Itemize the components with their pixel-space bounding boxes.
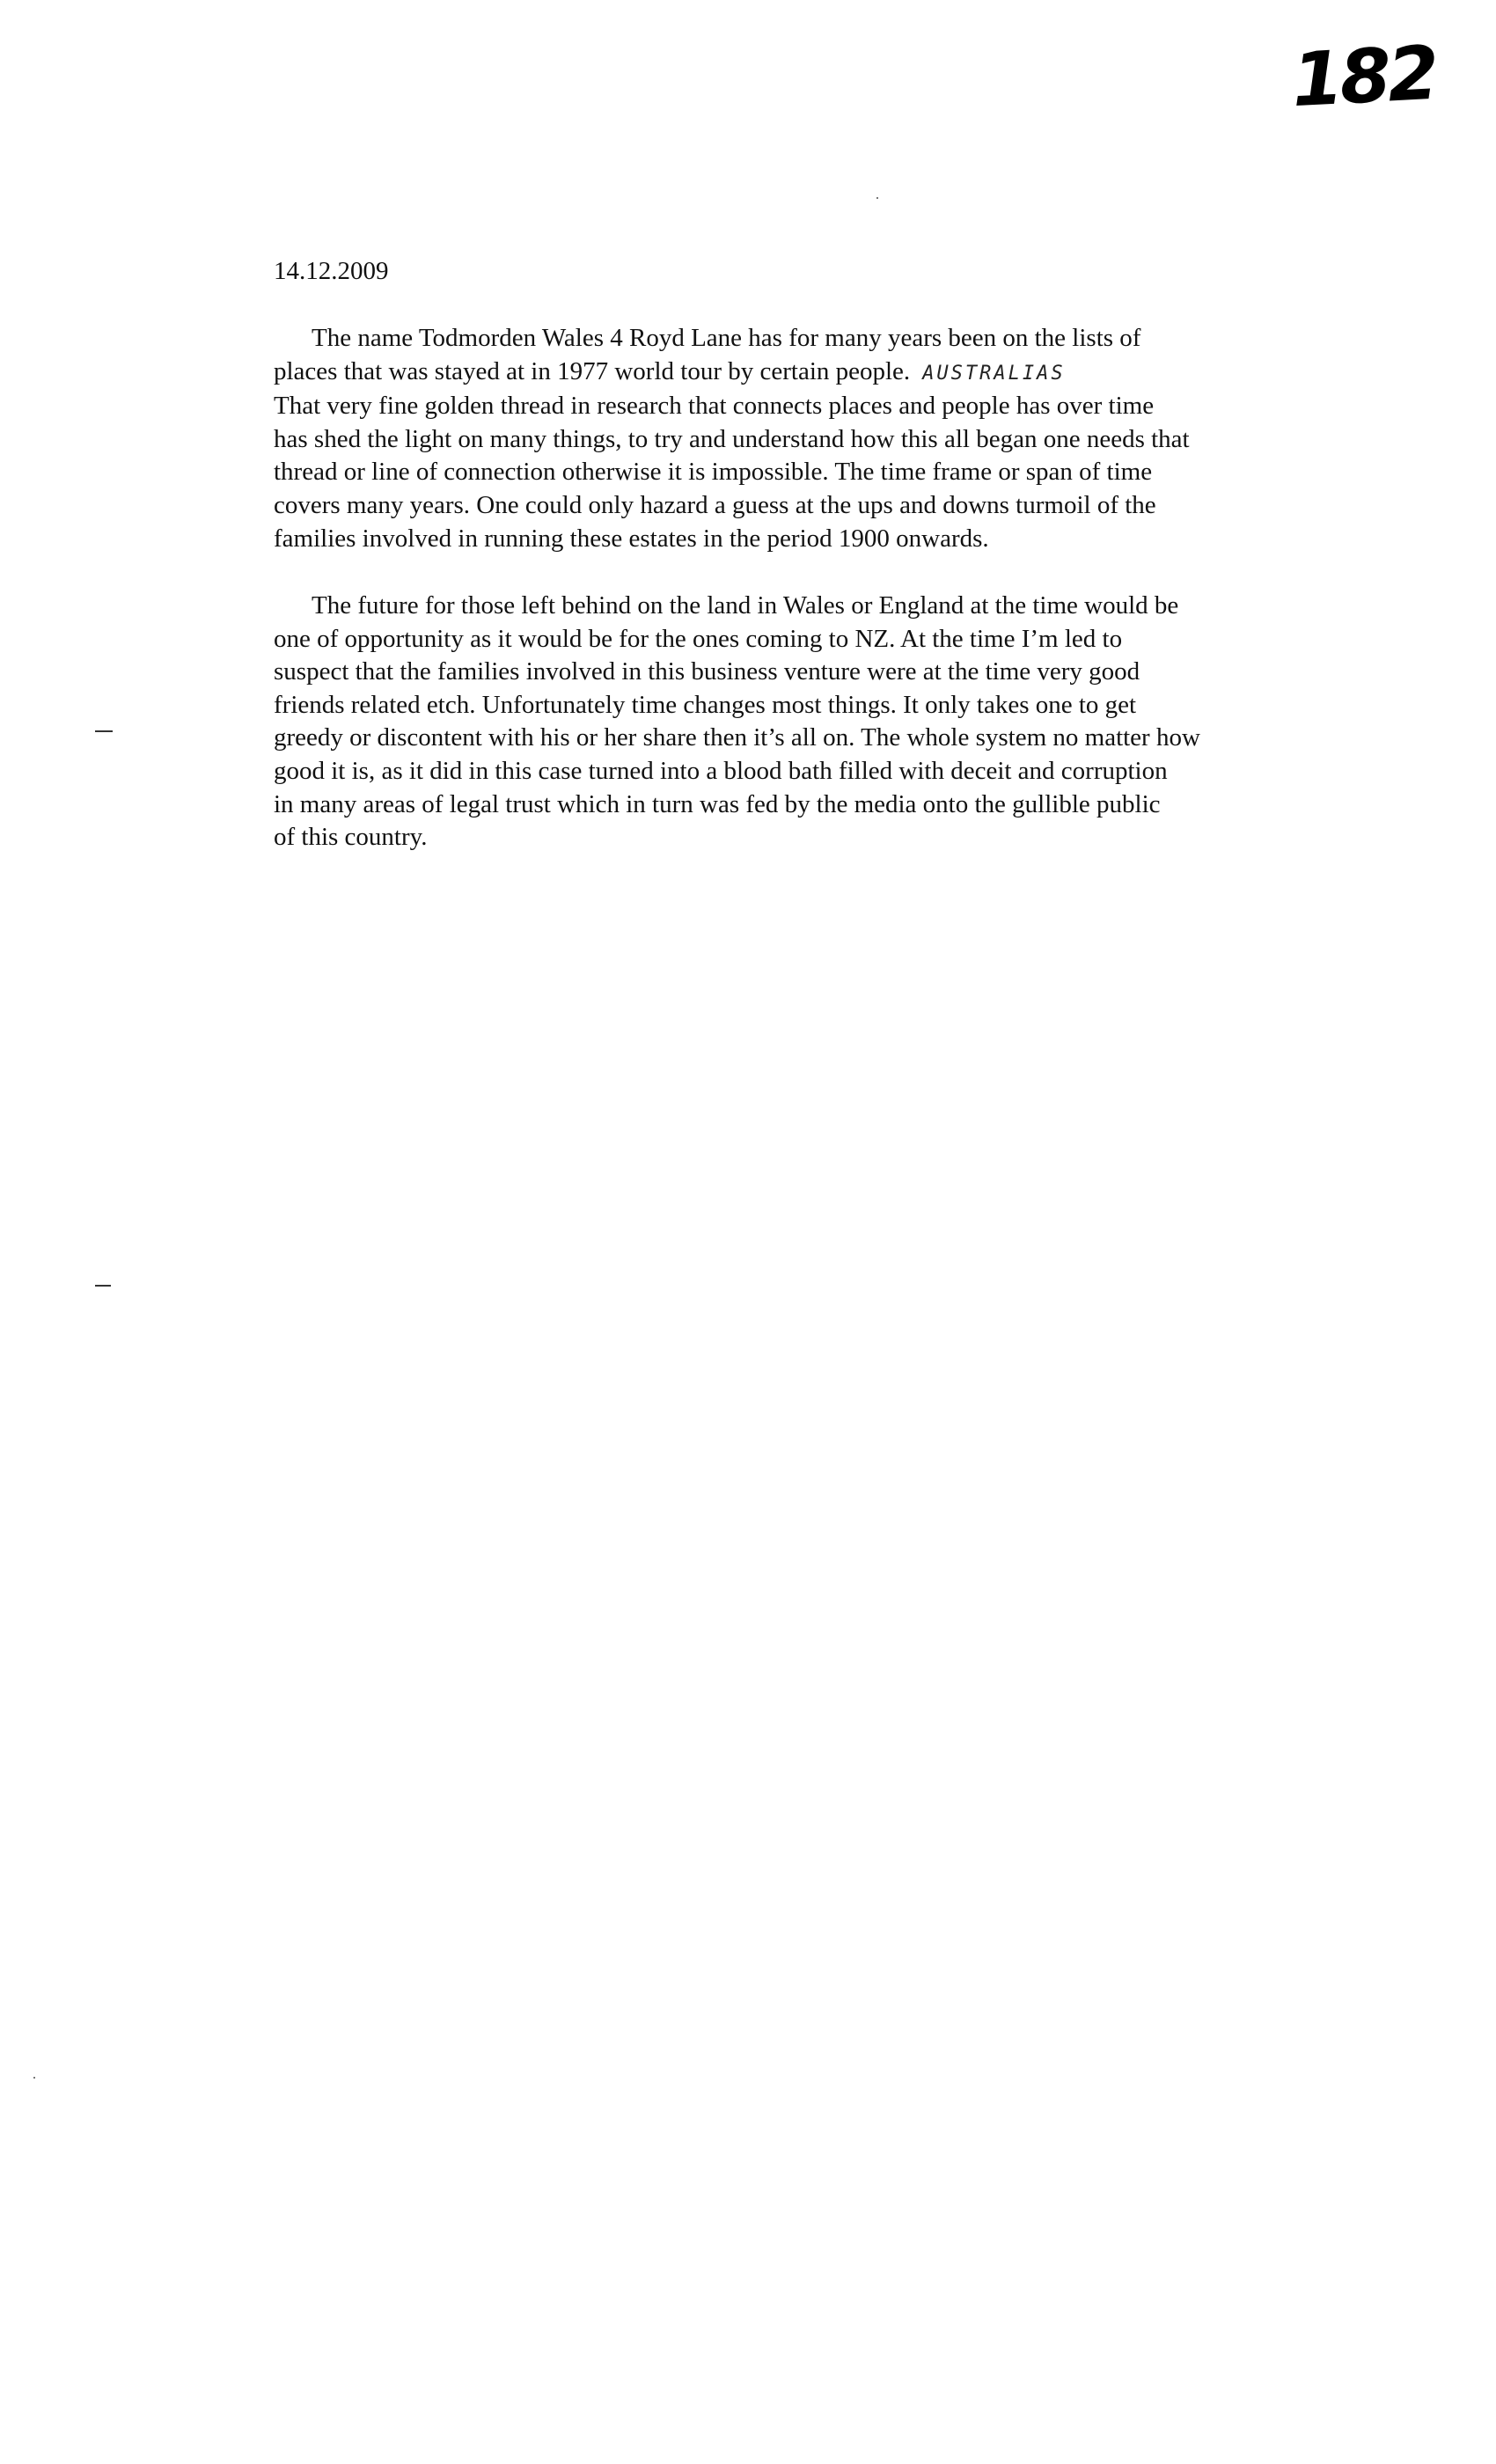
text-line: of this country. xyxy=(274,823,428,852)
text-line: greedy or discontent with his or her share then it’s all on. The whole system no matter how xyxy=(274,723,1200,752)
scan-speck xyxy=(33,2077,35,2079)
page-number: 182 xyxy=(1289,29,1438,124)
text-line: good it is, as it did in this case turned into a blood bath filled with deceit and corruption xyxy=(274,756,1168,785)
text-line: places that was stayed at in 1977 world tour by certain people. xyxy=(274,356,911,385)
text-line-with-annotation xyxy=(274,356,1325,391)
text-line: has shed the light on many things, to try and understand how this all began one needs that xyxy=(274,424,1190,453)
handwritten-annotation: AUSTRALIAS xyxy=(922,362,1066,385)
text-line: suspect that the families involved in this business venture were at the time very good xyxy=(274,657,1140,686)
scan-mark xyxy=(95,1285,111,1287)
document-date: 14.12.2009 xyxy=(274,257,389,285)
text-line: friends related etch. Unfortunately time changes most things. It only takes one to get xyxy=(274,690,1137,719)
text-line: thread or line of connection otherwise it is impossible. The time frame or span of time xyxy=(274,458,1153,487)
text-line: The name Todmorden Wales 4 Royd Lane has for many years been on the lists of xyxy=(312,324,1141,352)
text-line: covers many years. One could only hazard a guess at the ups and downs turmoil of the xyxy=(274,490,1156,519)
text-line: That very fine golden thread in research that connects places and people has over time xyxy=(274,392,1155,421)
text-line: families involved in running these estates in the period 1900 onwards. xyxy=(274,524,989,553)
paragraph-1 xyxy=(274,322,1325,555)
text-line: one of opportunity as it would be for the ones coming to NZ. At the time I’m led to xyxy=(274,624,1123,653)
scan-speck xyxy=(876,197,878,199)
scan-mark xyxy=(95,730,113,732)
text-line: in many areas of legal trust which in turn was fed by the media onto the gullible public xyxy=(274,789,1161,818)
paragraph-2 xyxy=(274,590,1325,854)
text-line: The future for those left behind on the land in Wales or England at the time would be xyxy=(312,591,1179,620)
